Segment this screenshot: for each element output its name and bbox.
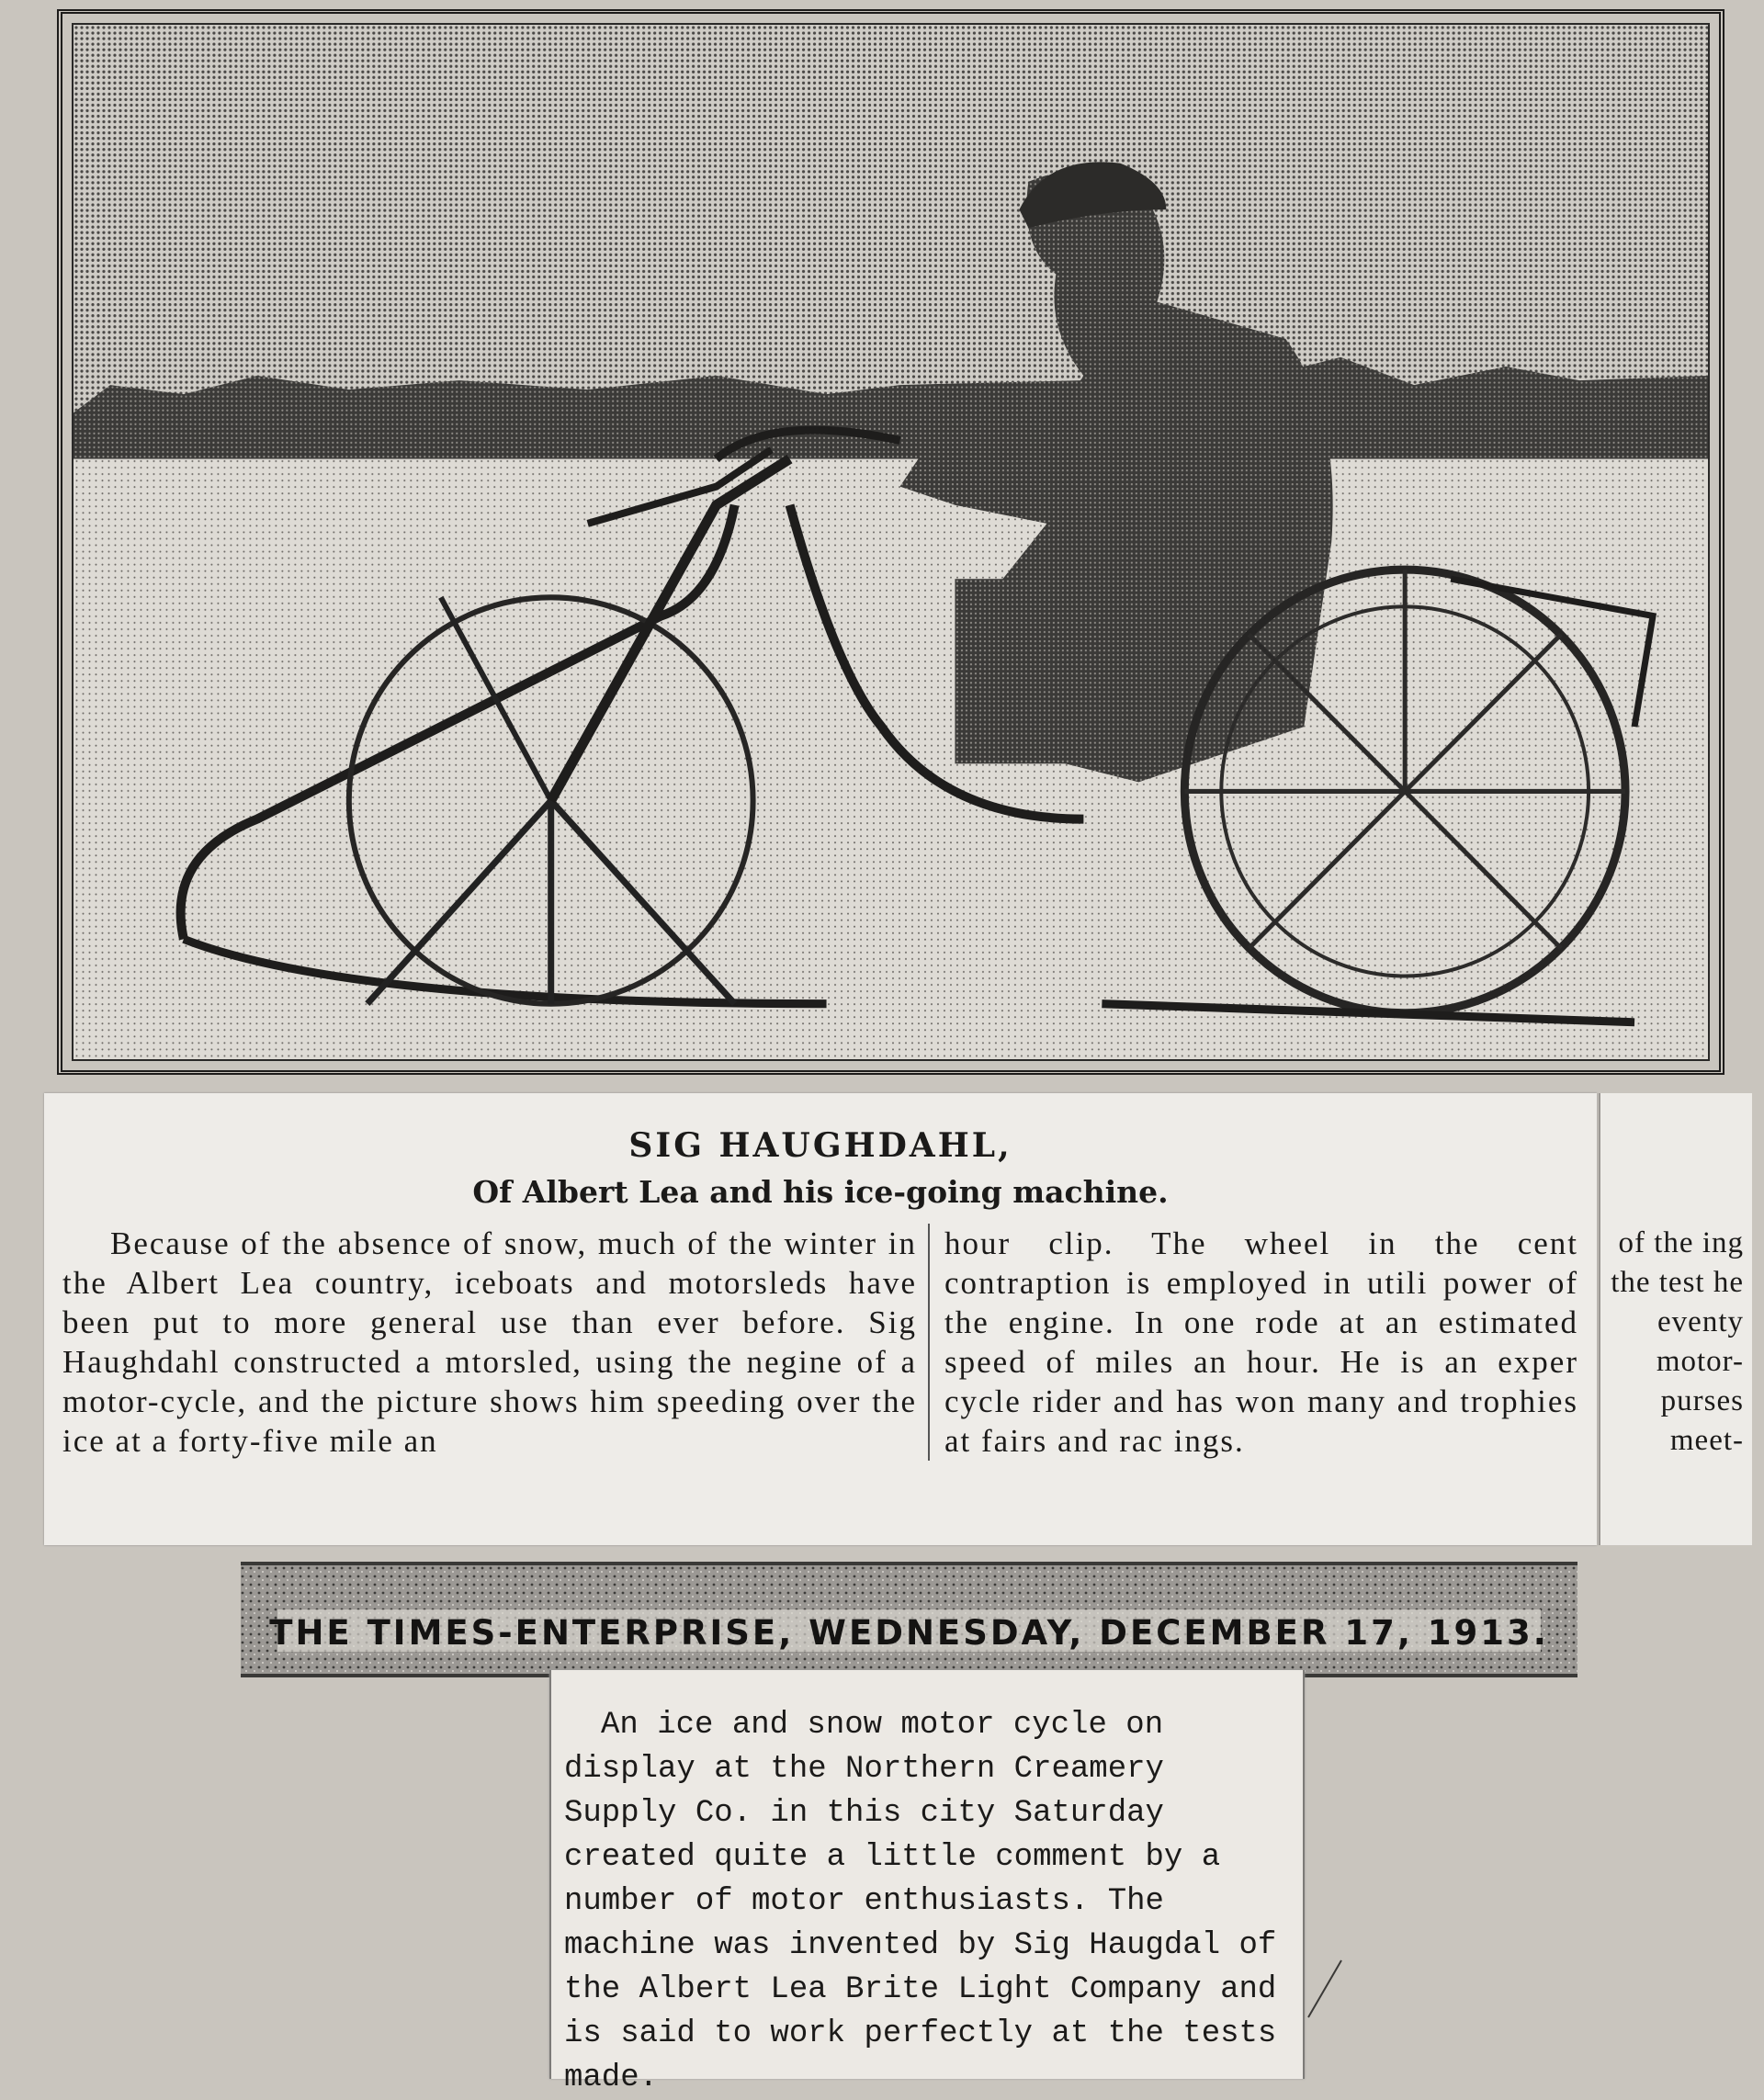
article-clipping bbox=[44, 1093, 1597, 1545]
article-headline: SIG HAUGHDAHL, bbox=[628, 1126, 1012, 1165]
article-subhead: Of Albert Lea and his ice-going machine. bbox=[472, 1174, 1169, 1210]
article-column-left: Because of the absence of snow, much of the winter in the Albert Lea country, iceboats and motorsleds have been put to more general use than ever before. Sig Haughdahl constructed a mtorsled, using the negine of a motor-cycle, and the picture shows him speeding over the ice at a forty-five mile an bbox=[62, 1224, 930, 1461]
photo-frame bbox=[57, 9, 1724, 1075]
motorsled-rider-illustration bbox=[74, 25, 1708, 1059]
masthead-date-line: THE TIMES-ENTERPRISE, WEDNESDAY, DECEMBER 17, 1913. bbox=[269, 1613, 1549, 1653]
newspaper-masthead-banner bbox=[241, 1562, 1577, 1677]
article-column-middle: hour clip. The wheel in the cent contraption is employed in utili power of the engine. In one rode at an estimated speed of miles an hour. He is an exper cycle rider and has won many and trophies at fairs and rac ings. bbox=[944, 1225, 1578, 1459]
article-column-side: of the ing the test he eventy motor-purses meet- bbox=[1611, 1226, 1744, 1457]
second-clipping bbox=[549, 1670, 1305, 2095]
pen-mark bbox=[1306, 1957, 1343, 2021]
second-clipping-text: An ice and snow motor cycle on display at the Northern Creamery Supply Co. in this city Saturday created quite a little comment by a number of motor enthusiasts. The machine was invented by Sig Haugdal of the Albert Lea Brite Light Company and is said to work perfectly at the tests made. bbox=[564, 1708, 1277, 2095]
